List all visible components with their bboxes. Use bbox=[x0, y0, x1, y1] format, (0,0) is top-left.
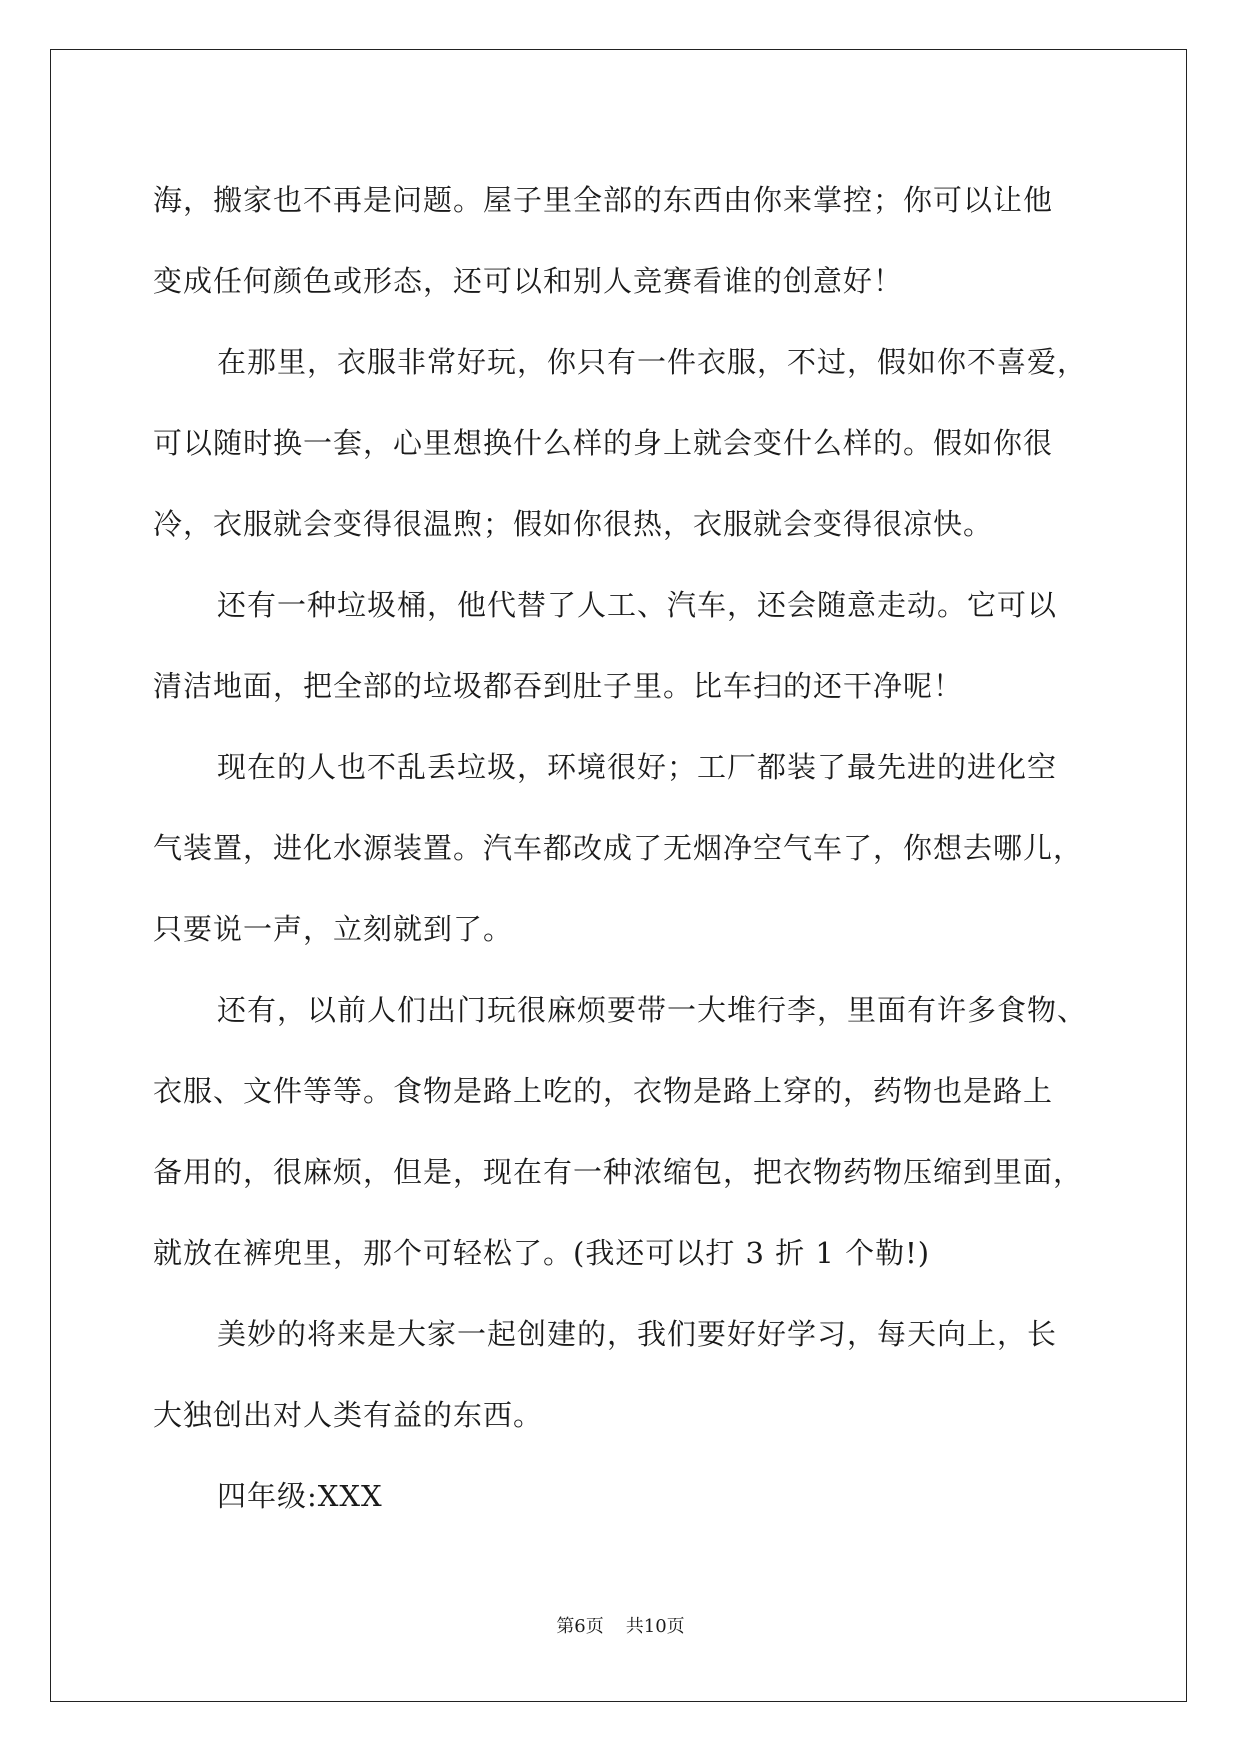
text-line: 变成任何颜色或形态，还可以和别人竞赛看谁的创意好！ bbox=[153, 264, 904, 298]
paragraph-start-line: 还有，以前人们出门玩很麻烦要带一大堆行李，里面有许多食物、 bbox=[217, 993, 1088, 1027]
text-line: 海，搬家也不再是问题。屋子里全部的东西由你来掌控；你可以让他 bbox=[153, 183, 1054, 217]
paragraph-start-line: 在那里，衣服非常好玩，你只有一件衣服，不过，假如你不喜爱， bbox=[217, 345, 1088, 379]
paragraph-start-line: 美妙的将来是大家一起创建的，我们要好好学习，每天向上，长 bbox=[217, 1317, 1058, 1351]
text-line: 衣服、文件等等。食物是路上吃的，衣物是路上穿的，药物也是路上 bbox=[153, 1074, 1054, 1108]
page-footer bbox=[0, 1612, 1241, 1638]
text-line: 备用的，很麻烦，但是，现在有一种浓缩包，把衣物药物压缩到里面， bbox=[153, 1155, 1084, 1189]
text-line: 冷，衣服就会变得很温煦；假如你很热，衣服就会变得很凉快。 bbox=[153, 507, 994, 541]
document-body bbox=[153, 160, 1093, 1537]
text-line: 大独创出对人类有益的东西。 bbox=[153, 1398, 544, 1432]
text-line: 只要说一声，立刻就到了。 bbox=[153, 912, 514, 946]
paragraph-start-line: 现在的人也不乱丢垃圾，环境很好；工厂都装了最先进的进化空 bbox=[217, 750, 1058, 784]
current-page-label: 第6页 bbox=[556, 1616, 604, 1637]
text-line: 气装置，进化水源装置。汽车都改成了无烟净空气车了，你想去哪儿， bbox=[153, 831, 1084, 865]
author-signature-line: 四年级:XXX bbox=[217, 1479, 383, 1513]
text-line: 清洁地面，把全部的垃圾都吞到肚子里。比车扫的还干净呢！ bbox=[153, 669, 964, 703]
total-pages-label: 共10页 bbox=[625, 1616, 685, 1637]
text-line: 就放在裤兜里，那个可轻松了。(我还可以打 3 折 1 个勒!) bbox=[153, 1236, 931, 1270]
text-line: 可以随时换一套，心里想换什么样的身上就会变什么样的。假如你很 bbox=[153, 426, 1054, 460]
paragraph-start-line: 还有一种垃圾桶，他代替了人工、汽车，还会随意走动。它可以 bbox=[217, 588, 1058, 622]
